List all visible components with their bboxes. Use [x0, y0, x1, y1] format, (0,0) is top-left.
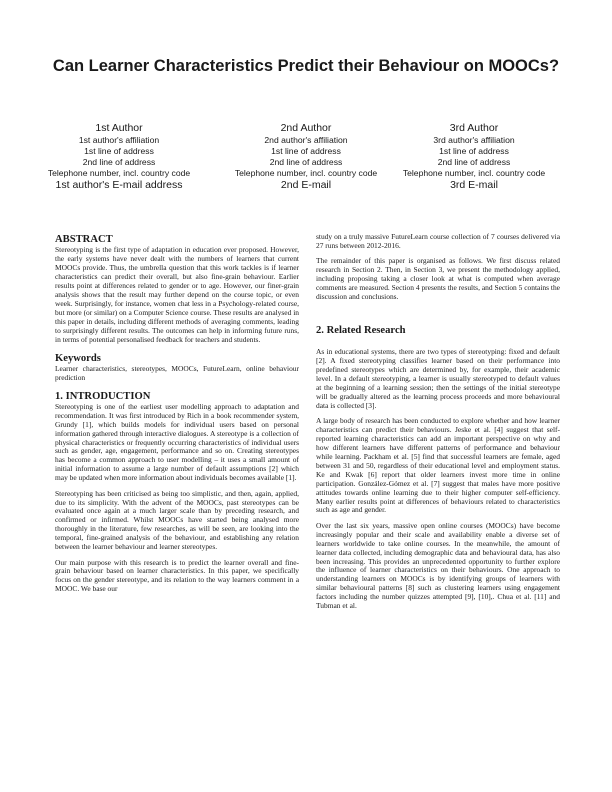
- keywords-heading: Keywords: [55, 353, 101, 365]
- author-block-3: [389, 122, 559, 192]
- related-research-heading: 2. Related Research: [316, 324, 406, 336]
- author-address-line-1: 1st line of address: [271, 146, 341, 156]
- author-affiliation: 1st author's affiliation: [78, 135, 160, 145]
- author-phone: Telephone number, incl. country code: [234, 168, 378, 178]
- introduction-continued-paragraph: study on a truly massive FutureLearn course collection of 7 courses delivered via 27 runs between 2012-2016.: [316, 232, 560, 250]
- author-name: 1st Author: [95, 122, 143, 134]
- author-address-line-1: 1st line of address: [84, 146, 154, 156]
- author-address-line-2: 2nd line of address: [269, 157, 343, 167]
- related-research-paragraph: As in educational systems, there are two types of stereotyping: fixed and default [2]. A fixed stereotyping classifies learner based on their performance into predefined stereotypes which are determined by, for example, their academic level. In a default stereotyping, a learner is usually stereotyped to default values at the beginning of a learning session; then the settings of the initial stereotype will be gradually altered as the learning process proceeds and more behavioural data is collected [3].: [316, 346, 560, 410]
- left-column: [55, 233, 299, 594]
- introduction-paragraph: Stereotyping has been criticised as being too simplistic, and then, again, applied, due to its simplicity. With the advent of the MOOCs, past stereotypes can be evaluated once again at a much larger scale than by preceding research, and confirmed or infirmed. Whilst MOOCs have started being analysed more thoroughly in the literature, few researches, as will be seen, are looking into the temporal, fine-grained analysis of the behaviour, and establishing any relation between the learner behaviour and learner stereotypes.: [55, 488, 299, 552]
- abstract-heading: ABSTRACT: [55, 234, 113, 245]
- author-address-line-2: 2nd line of address: [82, 157, 156, 167]
- author-name: 3rd Author: [449, 122, 499, 134]
- author-phone: Telephone number, incl. country code: [402, 168, 546, 178]
- author-phone: Telephone number, incl. country code: [47, 168, 191, 178]
- paper-title: Can Learner Characteristics Predict their Behaviour on MOOCs?: [52, 57, 560, 75]
- author-name: 2nd Author: [280, 122, 332, 134]
- author-block-1: [34, 122, 204, 192]
- author-address-line-1: 1st line of address: [439, 146, 509, 156]
- introduction-continued-paragraph: The remainder of this paper is organised as follows. We first discuss related research in Section 2. Then, in Section 3, we present the methodology applied, including proposing taking a closer look at what is computed when average comments are measured. Section 4 presents the results, and Section 5 contains the discussion and conclusions.: [316, 256, 560, 302]
- author-affiliation: 2nd author's affiliation: [264, 135, 348, 145]
- introduction-paragraph: Our main purpose with this research is to predict the learner overall and fine-grain behaviour based on learner characteristics. In this paper, we specifically focus on the gender stereotype, and its relation to the way learners comment in a MOOC. We base our: [55, 557, 299, 594]
- author-block-2: [221, 122, 391, 192]
- introduction-heading: 1. INTRODUCTION: [55, 390, 151, 402]
- right-column: [316, 233, 560, 611]
- author-address-line-2: 2nd line of address: [437, 157, 511, 167]
- author-email: 3rd E-mail: [450, 179, 498, 191]
- related-research-paragraph: Over the last six years, massive open online courses (MOOCs) have become increasingly popular and their scale and availability enable a diverse set of learners worldwide to take online courses. In the meanwhile, the amount of learner data collected, including demographic data and behavioural data, has also been increasing. This provides an unprecedented opportunity to further explore the influence of learner characteristics on their behaviours. One approach to understanding learners on MOOCs is by identifying groups of learners with similar behavioural patterns [8] such as clustering learners using engagement factors including the number quizzes attempted [9], [10],. Chua et al. [11] and Tubman et al.: [316, 520, 560, 611]
- abstract-text: Stereotyping is the first type of adaptation in education ever proposed. However, the early systems have never dealt with the numbers of learners that current MOOCs provide. Thus, the umbrella question that this work tackles is if learner characteristics can predict their overall, but also fine-grain behaviour. Earlier results point at differences related to gender or to age. However, our finer-grain analysis shows that the result may further depend on the course topic, or even week. Surprisingly, for instance, women chat less in a Psychology-related course, but more (or similar) on a Computer Science course. These results are analysed in this paper in details, including different methods of averaging comments, leading to surprisingly different results. The outcomes can help in informing future runs, in terms of potential personalised feedback for teachers and students.: [55, 245, 299, 344]
- author-email: 2nd E-mail: [280, 179, 332, 191]
- keywords-text: Learner characteristics, stereotypes, MOOCs, FutureLearn, online behaviour prediction: [55, 364, 299, 383]
- related-research-paragraph: A large body of research has been conducted to explore whether and how learner characteristics can predict their behaviours. Jeske et al. [4] suggest that self-reported learning characteristics can add an important perspective on why and how different learners have different patterns of performance and behaviour while learning. Packham et al. [5] find that successful learners are female, aged between 31 and 50, regardless of their educational level and employment status. Ke and Kwak [6] report that older learners invest more time in online participation. González-Gómez et al. [7] suggest that males have more positive attitudes towards online learning due to their higher computer self-efficiency. Many earlier results point at differences of behaviours related to characteristics such as age and gender.: [316, 415, 560, 515]
- introduction-paragraph: Stereotyping is one of the earliest user modelling approach to adaptation and recommendation. It was first introduced by Rich in a book recommender system, Grundy [1], which builds models for individual users based on personal information gathered through interactive dialogues. A stereotype is a collection of physical characteristics or frequently occurring characteristics of individual users such as gender, age, engagement, performance and so on. Creating stereotypes has become a common approach to user modelling – it uses a small amount of initial information to assume a large number of default assumptions [2] which may be updated when more information about individuals becomes available [1].: [55, 401, 299, 483]
- author-email: 1st author's E-mail address: [55, 179, 183, 191]
- author-affiliation: 3rd author's affiliation: [433, 135, 515, 145]
